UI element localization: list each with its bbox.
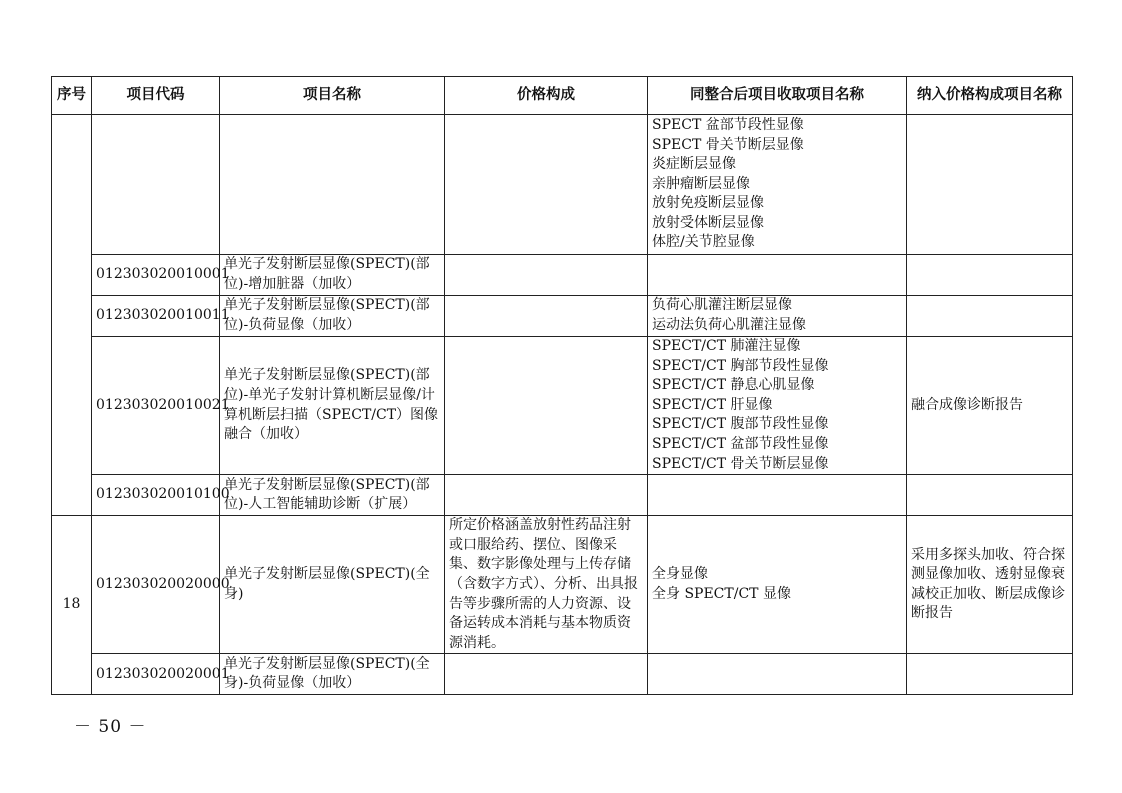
included-cell — [907, 475, 1073, 516]
price-cell — [445, 475, 648, 516]
code-cell: 012303020020001 — [92, 654, 220, 695]
price-cell: 所定价格涵盖放射性药品注射或口服给药、摆位、图像采集、数字影像处理与上传存储（含数字方式）、分析、出具报告等步骤所需的人力资源、设备运转成本消耗与基本物质资源消耗。 — [445, 516, 648, 654]
price-cell — [445, 654, 648, 695]
header-code: 项目代码 — [92, 77, 220, 115]
name-cell — [220, 115, 445, 255]
merged-cell: 全身显像 全身 SPECT/CT 显像 — [648, 516, 907, 654]
price-cell — [445, 337, 648, 475]
header-price: 价格构成 — [445, 77, 648, 115]
code-cell: 012303020020000 — [92, 516, 220, 654]
included-cell — [907, 654, 1073, 695]
name-cell: 单光子发射断层显像(SPECT)(全身) — [220, 516, 445, 654]
table-row — [52, 255, 1073, 296]
table-row — [52, 654, 1073, 695]
price-cell — [445, 255, 648, 296]
table-row — [52, 337, 1073, 475]
header-name: 项目名称 — [220, 77, 445, 115]
name-cell: 单光子发射断层显像(SPECT)(部位)-增加脏器（加收） — [220, 255, 445, 296]
table-row — [52, 115, 1073, 255]
price-cell — [445, 296, 648, 337]
table-header-row — [52, 77, 1073, 115]
merged-cell — [648, 255, 907, 296]
page-number: － 50 － — [74, 717, 147, 737]
pricing-table — [51, 76, 1073, 695]
included-cell: 采用多探头加收、符合探测显像加收、透射显像衰减校正加收、断层成像诊断报告 — [907, 516, 1073, 654]
name-cell: 单光子发射断层显像(SPECT)(全身)-负荷显像（加收） — [220, 654, 445, 695]
code-cell: 012303020010011 — [92, 296, 220, 337]
merged-cell: 负荷心肌灌注断层显像 运动法负荷心肌灌注显像 — [648, 296, 907, 337]
table-row — [52, 296, 1073, 337]
header-seq: 序号 — [52, 77, 92, 115]
merged-cell: SPECT/CT 肺灌注显像 SPECT/CT 胸部节段性显像 SPECT/CT 静息心肌显像 SPECT/CT 肝显像 SPECT/CT 腹部节段性显像 SPECT/CT 盆部节段性显像 SPECT/CT 骨关节断层显像 — [648, 337, 907, 475]
name-cell: 单光子发射断层显像(SPECT)(部位)-单光子发射计算机断层显像/计算机断层扫描（SPECT/CT）图像融合（加收） — [220, 337, 445, 475]
merged-cell: SPECT 盆部节段性显像 SPECT 骨关节断层显像 炎症断层显像 亲肿瘤断层显像 放射免疫断层显像 放射受体断层显像 体腔/关节腔显像 — [648, 115, 907, 255]
name-cell: 单光子发射断层显像(SPECT)(部位)-负荷显像（加收） — [220, 296, 445, 337]
code-cell: 012303020010021 — [92, 337, 220, 475]
code-cell: 012303020010100 — [92, 475, 220, 516]
included-cell — [907, 296, 1073, 337]
code-cell: 012303020010001 — [92, 255, 220, 296]
seq-cell-continued — [52, 115, 92, 516]
merged-cell — [648, 475, 907, 516]
seq-cell: 18 — [52, 516, 92, 695]
name-cell: 单光子发射断层显像(SPECT)(部位)-人工智能辅助诊断（扩展） — [220, 475, 445, 516]
included-cell: 融合成像诊断报告 — [907, 337, 1073, 475]
included-cell — [907, 255, 1073, 296]
price-cell — [445, 115, 648, 255]
included-cell — [907, 115, 1073, 255]
code-cell — [92, 115, 220, 255]
header-merged: 同整合后项目收取项目名称 — [648, 77, 907, 115]
header-included: 纳入价格构成项目名称 — [907, 77, 1073, 115]
table-row — [52, 475, 1073, 516]
merged-cell — [648, 654, 907, 695]
table-row — [52, 516, 1073, 654]
